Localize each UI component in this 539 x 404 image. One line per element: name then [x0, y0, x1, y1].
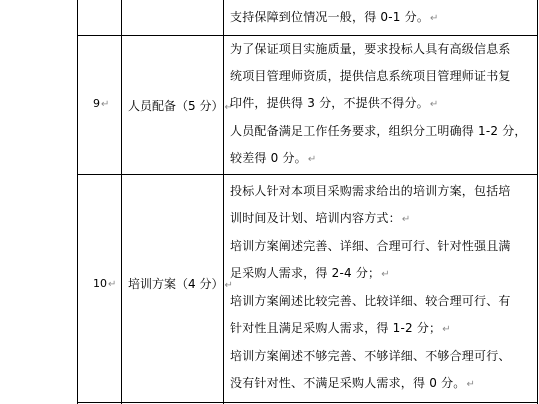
return-mark: ↵: [108, 279, 117, 290]
criteria-line: 没有针对性、不满足采购人需求，得 0 分。↵: [230, 376, 476, 390]
criteria-cell-top: [230, 4, 439, 32]
return-mark: ↵: [101, 99, 110, 110]
criteria-line: 针对性且满足采购人需求，得 1-2 分；↵: [230, 321, 451, 335]
criteria-line: 投标人针对本项目采购需求给出的培训方案，包括培: [230, 184, 511, 198]
criteria-cell-training: [230, 178, 511, 398]
criteria-line: 较差得 0 分。↵: [230, 151, 317, 165]
criteria-line: 培训方案阐述比较完善、比较详细、较合理可行、有: [230, 294, 511, 308]
table-border-right: [537, 0, 538, 404]
return-mark: ↵: [466, 379, 476, 390]
return-mark: ↵: [401, 214, 411, 225]
criteria-line: 印件，提供得 3 分，不提供不得分。↵: [230, 96, 439, 110]
table-border-bottom: [77, 402, 538, 403]
return-mark: ↵: [224, 102, 233, 113]
table-divider-number: [121, 0, 122, 404]
return-mark: ↵: [224, 280, 233, 291]
item-label-staffing: 人员配备（5 分）↵: [128, 99, 233, 113]
criteria-line: 为了保证项目实施质量，要求投标人具有高级信息系: [230, 42, 511, 56]
criteria-cell-staffing: [230, 36, 527, 173]
return-mark: ↵: [307, 154, 317, 165]
criteria-line: 培训方案阐述完善、详细、合理可行、针对性强且满: [230, 239, 511, 253]
table-border-left: [77, 0, 78, 404]
return-mark: ↵: [429, 99, 439, 110]
table-divider-item: [223, 0, 224, 404]
criteria-line: 足采购人需求，得 2-4 分；↵: [230, 266, 390, 280]
return-mark: ↵: [430, 13, 439, 24]
row-number-10: 10↵: [93, 277, 117, 290]
criteria-line: 人员配备满足工作任务要求，组织分工明确得 1-2 分，: [230, 124, 527, 138]
criteria-line: 训时间及计划、培训内容方式：↵: [230, 211, 411, 225]
row-number-9: 9↵: [93, 97, 110, 110]
return-mark: ↵: [442, 324, 451, 335]
return-mark: ↵: [381, 269, 390, 280]
criteria-line: 支持保障到位情况一般，得 0-1 分。↵: [230, 10, 439, 24]
criteria-line: 统项目管理师资质，提供信息系统项目管理师证书复: [230, 69, 511, 83]
item-label-training: 培训方案（4 分）↵: [128, 277, 233, 291]
criteria-line: 培训方案阐述不够完善、不够详细、不够合理可行、: [230, 349, 511, 363]
table-row-divider-middle: [77, 174, 538, 175]
